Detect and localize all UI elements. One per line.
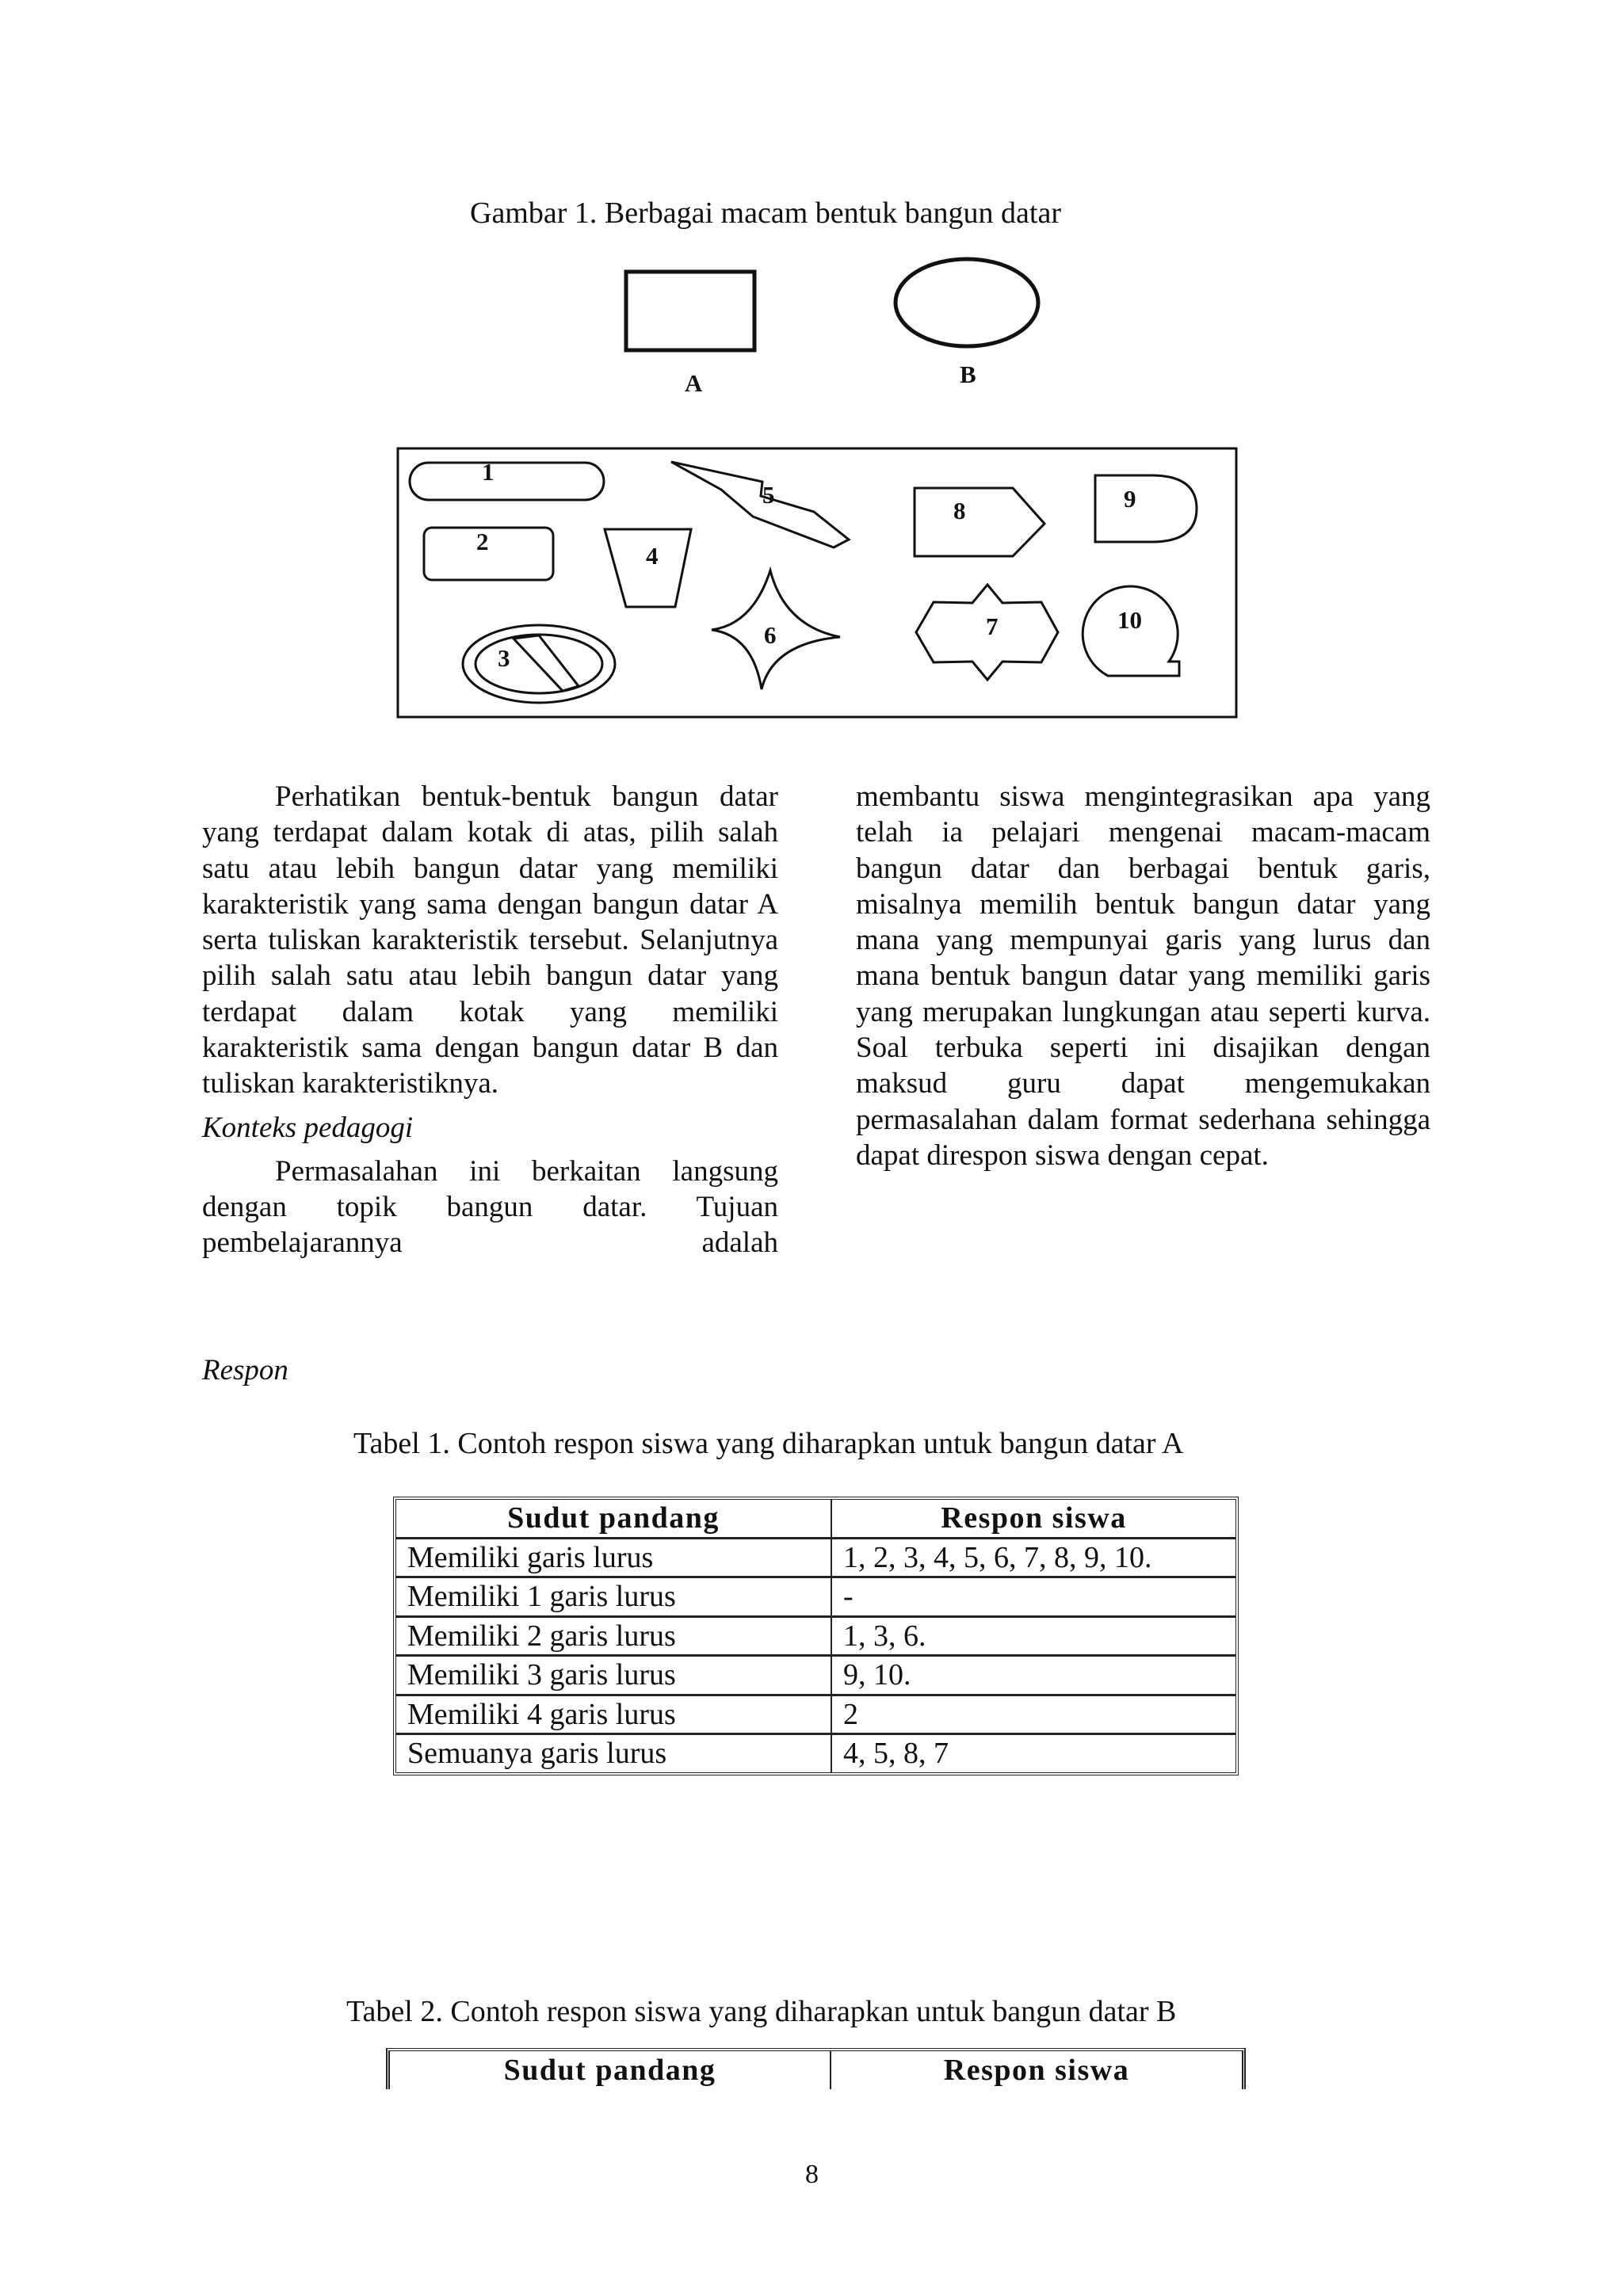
shape-b-label: B bbox=[960, 360, 976, 388]
table-row bbox=[396, 1578, 1235, 1618]
table2-header bbox=[386, 2048, 1246, 2089]
shape-label-2: 2 bbox=[476, 528, 489, 555]
shape-label-4: 4 bbox=[646, 542, 659, 570]
table-cell-viewpoint: Memiliki 2 garis lurus bbox=[396, 1618, 832, 1657]
ellipse-shape-b bbox=[896, 259, 1038, 346]
pedagogy-paragraph: Permasalahan ini berkaitan langsung dengan topik bangun datar. Tujuan pembelajarannya adalah bbox=[202, 1154, 778, 1260]
shape-label-6: 6 bbox=[764, 621, 777, 649]
figure-caption: Gambar 1. Berbagai macam bentuk bangun datar bbox=[470, 196, 1061, 230]
table2-header-viewpoint: Sudut pandang bbox=[503, 2054, 716, 2087]
table-cell-viewpoint: Memiliki garis lurus bbox=[396, 1539, 832, 1579]
table-cell-viewpoint: Memiliki 3 garis lurus bbox=[396, 1657, 832, 1696]
shape-5-polygon bbox=[671, 462, 849, 547]
table1-header-viewpoint: Sudut pandang bbox=[396, 1500, 832, 1539]
pedagogy-heading: Konteks pedagogi bbox=[202, 1111, 414, 1144]
pedagogy-continuation-paragraph: membantu siswa mengintegrasikan apa yang telah ia pelajari mengenai macam-macam bangun datar dan berbagai bentuk garis, misalnya memilih bentuk bangun datar yang mana yang mempunyai garis yang lurus dan mana bentuk bangun datar yang memiliki garis yang merupakan lungkungan atau seperti kurva. Soal terbuka seperti ini disajikan dengan maksud guru dapat mengemukakan permasalahan dalam format sederhana sehingga dapat direspon siswa dengan cepat. bbox=[856, 780, 1430, 1172]
shape-1-stadium bbox=[410, 463, 604, 500]
page-number: 8 bbox=[805, 2160, 819, 2189]
table-cell-viewpoint: Memiliki 1 garis lurus bbox=[396, 1578, 832, 1618]
left-column bbox=[202, 779, 778, 1261]
rectangle-shape-a bbox=[626, 272, 754, 350]
shapes-ab-figure bbox=[0, 0, 1623, 412]
shape-label-3: 3 bbox=[498, 644, 510, 672]
table-cell-viewpoint: Semuanya garis lurus bbox=[396, 1735, 832, 1772]
table1 bbox=[393, 1497, 1239, 1775]
table-row bbox=[396, 1696, 1235, 1736]
response-heading: Respon bbox=[202, 1354, 288, 1386]
table-cell-response: 1, 2, 3, 4, 5, 6, 7, 8, 9, 10. bbox=[832, 1539, 1235, 1579]
shape-2-rounded-rectangle bbox=[424, 528, 553, 580]
shapes-box-figure bbox=[396, 446, 1239, 720]
table-cell-response: 2 bbox=[832, 1696, 1235, 1736]
table-cell-response: 4, 5, 8, 7 bbox=[843, 1737, 949, 1771]
shape-3-no-sign bbox=[463, 625, 615, 703]
table1-caption: Tabel 1. Contoh respon siswa yang diharapkan untuk bangun datar A bbox=[353, 1427, 1184, 1460]
shape-label-5: 5 bbox=[762, 481, 775, 509]
table-row bbox=[396, 1618, 1235, 1657]
table-row bbox=[396, 1539, 1235, 1579]
instruction-paragraph: Perhatikan bentuk-bentuk bangun datar yang terdapat dalam kotak di atas, pilih salah satu atau lebih bangun datar yang memiliki karakteristik yang sama dengan bangun datar A serta tuliskan karakteristik tersebut. Selanjutnya pilih salah satu atau lebih bangun datar yang terdapat dalam kotak yang memiliki karakteristik sama dengan bangun datar B dan tuliskan karakteristiknya. bbox=[202, 780, 778, 1100]
table2-header-response: Respon siswa bbox=[943, 2054, 1130, 2087]
table-cell-response: 1, 3, 6. bbox=[832, 1618, 1235, 1657]
table1-header-response: Respon siswa bbox=[832, 1500, 1235, 1539]
shape-label-7: 7 bbox=[986, 612, 999, 640]
table-cell-viewpoint: Memiliki 4 garis lurus bbox=[396, 1696, 832, 1736]
table-cell-response: - bbox=[832, 1578, 1235, 1618]
shape-8-arrow bbox=[915, 488, 1044, 556]
shape-label-8: 8 bbox=[953, 497, 966, 524]
table-cell-response: 9, 10. bbox=[832, 1657, 1235, 1696]
shape-9-d-shape bbox=[1095, 475, 1197, 542]
table-row bbox=[396, 1735, 1235, 1772]
table1-header-row bbox=[396, 1500, 1235, 1539]
table2-caption: Tabel 2. Contoh respon siswa yang diharapkan untuk bangun datar B bbox=[346, 1995, 1177, 2028]
shape-label-9: 9 bbox=[1124, 485, 1136, 513]
right-column bbox=[856, 779, 1430, 1173]
shape-a-label: A bbox=[685, 369, 703, 397]
shape-label-10: 10 bbox=[1117, 606, 1142, 634]
shape-label-1: 1 bbox=[482, 458, 495, 486]
table-row bbox=[396, 1657, 1235, 1696]
